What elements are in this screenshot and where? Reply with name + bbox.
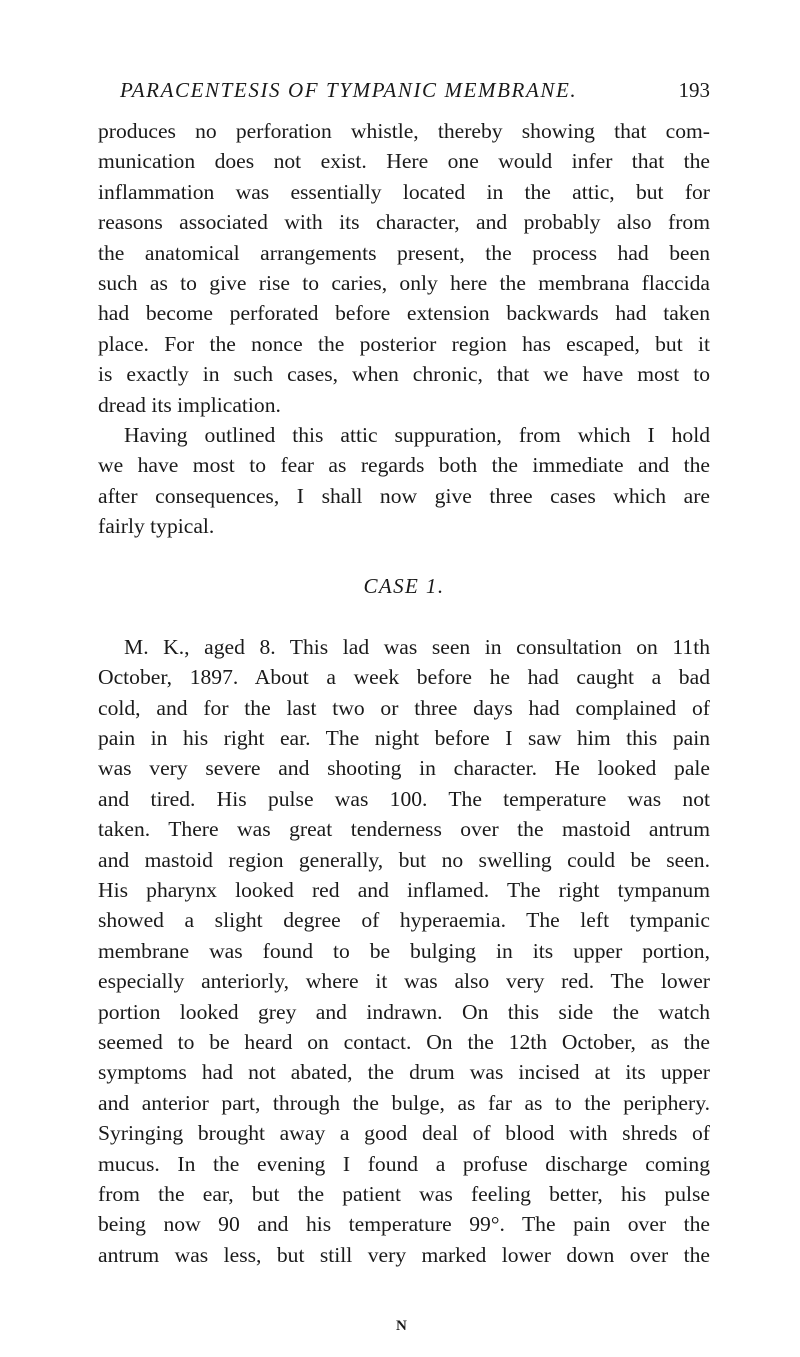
- text-line: pain in his right ear. The night before I saw him this pain: [98, 726, 710, 751]
- text-line: portion looked grey and indrawn. On this side the watch: [98, 999, 710, 1024]
- text-line: Syringing brought away a good deal of blood with shreds of: [98, 1121, 710, 1146]
- case-heading: CASE 1.: [363, 574, 445, 599]
- paragraph-continuation: [98, 116, 710, 420]
- text-line: October, 1897. About a week before he had caught a bad: [98, 665, 710, 690]
- text-line: antrum was less, but still very marked lower down over the: [98, 1242, 710, 1267]
- text-line: seemed to be heard on contact. On the 12th October, as the: [98, 1029, 710, 1054]
- text-line: we have most to fear as regards both the immediate and the: [98, 453, 710, 478]
- text-line: from the ear, but the patient was feeling better, his pulse: [98, 1181, 710, 1206]
- text-line: was very severe and shooting in character. He looked pale: [98, 756, 710, 781]
- text-line: dread its implication.: [98, 392, 281, 417]
- paragraph-attic-suppuration: [98, 420, 710, 542]
- text-line: produces no perforation whistle, thereby showing that com-: [98, 119, 710, 143]
- text-line: inflammation was essentially located in the attic, but for: [98, 179, 710, 204]
- text-line: such as to give rise to caries, only here the membrana flaccida: [98, 270, 710, 295]
- text-line: Having outlined this attic suppuration, from which I hold: [124, 422, 710, 447]
- running-title: PARACENTESIS OF TYMPANIC MEMBRANE.: [120, 78, 578, 102]
- text-line: munication does not exist. Here one would infer that the: [98, 149, 710, 174]
- text-line: symptoms had not abated, the drum was incised at its upper: [98, 1060, 710, 1085]
- text-line: His pharynx looked red and inflamed. The right tympanum: [98, 877, 710, 902]
- text-line: mucus. In the evening I found a profuse discharge coming: [98, 1151, 710, 1176]
- text-line: taken. There was great tenderness over the mastoid antrum: [98, 817, 710, 842]
- text-line: membrane was found to be bulging in its upper portion,: [98, 938, 710, 963]
- signature-mark: N: [396, 1318, 407, 1334]
- text-line: and anterior part, through the bulge, as far as to the periphery.: [98, 1090, 710, 1115]
- text-line: place. For the nonce the posterior region has escaped, but it: [98, 331, 710, 356]
- text-line: fairly typical.: [98, 514, 215, 539]
- text-line: cold, and for the last two or three days had complained of: [98, 695, 710, 720]
- text-line: is exactly in such cases, when chronic, that we have most to: [98, 362, 710, 387]
- paragraph-case-1: [98, 632, 710, 1270]
- text-line: the anatomical arrangements present, the process had been: [98, 240, 710, 265]
- text-line: and tired. His pulse was 100. The temperature was not: [98, 786, 710, 811]
- text-line: reasons associated with its character, and probably also from: [98, 210, 710, 235]
- running-header: [120, 78, 710, 108]
- body-text: [98, 116, 710, 1270]
- text-line: being now 90 and his temperature 99°. The pain over the: [98, 1212, 710, 1237]
- text-line: M. K., aged 8. This lad was seen in consultation on 11th: [124, 634, 710, 659]
- text-line: had become perforated before extension backwards had taken: [98, 301, 710, 326]
- page-number: 193: [678, 78, 710, 102]
- text-line: and mastoid region generally, but no swelling could be seen.: [98, 847, 710, 872]
- text-line: especially anteriorly, where it was also very red. The lower: [98, 969, 710, 994]
- text-line: after consequences, I shall now give three cases which are: [98, 483, 710, 508]
- text-line: showed a slight degree of hyperaemia. The left tympanic: [98, 908, 710, 933]
